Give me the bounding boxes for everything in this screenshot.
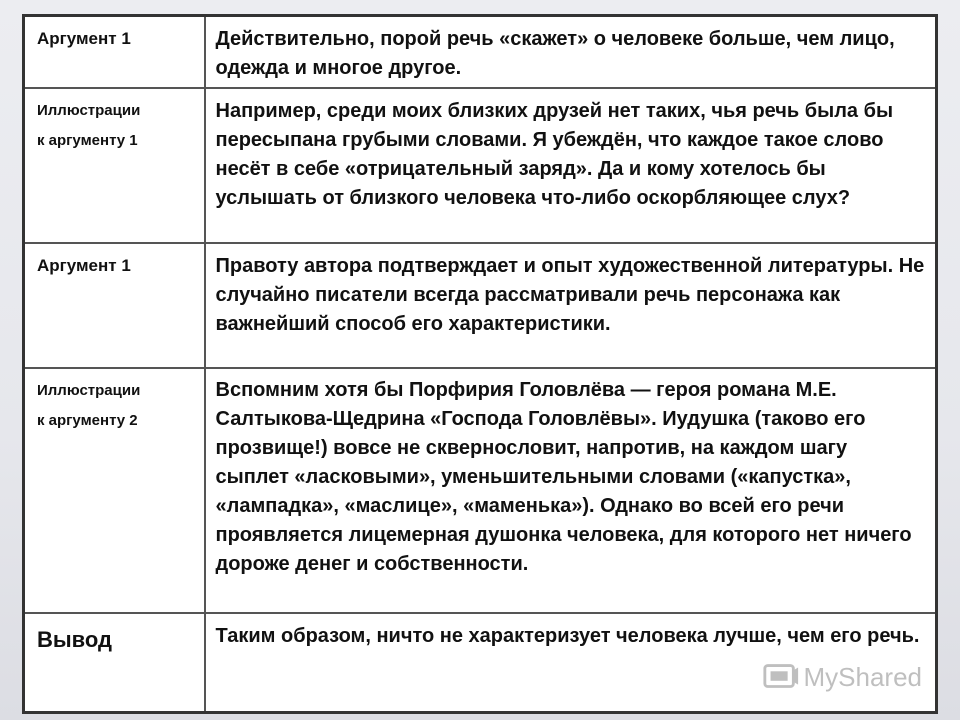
table-row — [24, 16, 937, 88]
table-row — [24, 88, 937, 243]
row-label — [24, 368, 205, 613]
row-label — [24, 88, 205, 243]
watermark-text: MyShared — [803, 661, 922, 692]
row-text: Например, среди моих близких друзей нет таких, чья речь была бы пересыпана грубыми словами. Я убеждён, что каждое такое слово несёт в себе «отрицательный заряд». Да и кому хотелось бы услышать от близкого человека что-либо оскорбляющее слух? — [205, 88, 937, 243]
table-row — [24, 243, 937, 368]
row-label-line: к аргументу 1 — [37, 131, 138, 149]
row-text: Таким образом, ничто не характеризует человека лучше, чем его речь. — [205, 613, 937, 713]
table-row — [24, 368, 937, 613]
argument-table — [22, 14, 938, 714]
row-label-line: Иллюстрации — [37, 381, 141, 399]
row-label-line: Иллюстрации — [37, 101, 141, 119]
row-label-line: Аргумент 1 — [37, 255, 131, 275]
watermark — [762, 658, 923, 696]
row-label — [24, 613, 205, 713]
row-label-line: Вывод — [37, 626, 113, 652]
row-label-line: к аргументу 2 — [37, 411, 138, 429]
row-text: Правоту автора подтверждает и опыт художественной литературы. Не случайно писатели всегда рассматривали речь персонажа как важнейший способ его характеристики. — [205, 243, 937, 368]
projector-icon — [762, 658, 800, 696]
row-text: Действительно, порой речь «скажет» о человеке больше, чем лицо, одежда и многое другое. — [205, 16, 937, 88]
row-label-line: Аргумент 1 — [37, 29, 131, 48]
row-label — [24, 243, 205, 368]
row-label — [24, 16, 205, 88]
row-text: Вспомним хотя бы Порфирия Головлёва — героя романа М.Е. Салтыкова-Щедрина «Господа Головлёвы». Иудушка (таково его прозвище!) вовсе не сквернословит, напротив, на каждом шагу сыплет «ласковыми», уменьшительными словами («капустка», «лампадка», «маслице», «маменька»). Однако во всей его речи проявляется лицемерная душонка человека, для которого нет ничего дороже денег и собственности. — [205, 368, 937, 613]
